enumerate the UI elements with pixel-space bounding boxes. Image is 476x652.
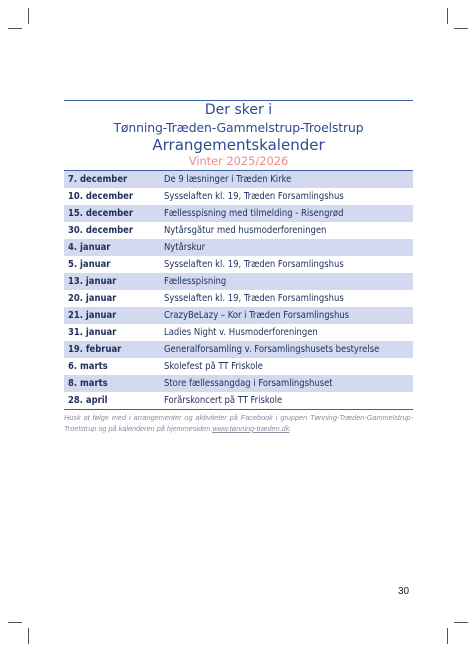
crop-mark — [28, 628, 29, 644]
crop-mark — [447, 8, 448, 24]
event-title: Nytårskur — [164, 242, 206, 253]
website-link[interactable]: www.tønning-træden.dk — [212, 424, 290, 433]
event-title: Nytårsgåtur med husmoderforeningen — [164, 225, 327, 236]
crop-mark — [447, 628, 448, 644]
table-row — [64, 290, 413, 307]
page-number: 30 — [398, 586, 410, 597]
header-line-2: Tønning-Træden-Gammelstrup-Troelstrup — [113, 120, 364, 135]
event-date: 15. december — [68, 208, 134, 219]
footer-note-end: . — [289, 424, 292, 433]
event-date: 5. januar — [68, 259, 111, 270]
season-label: Vinter 2025/2026 — [188, 154, 289, 168]
event-date: 19. februar — [68, 344, 122, 355]
footer-note-text: Husk at følge med i arrangementer og aktiviteter på Facebook i gruppen Tønning-Træden-Gammelstrup-Troelstrup og på kalenderen på hjemmesiden — [64, 413, 413, 433]
event-title: Store fællessangdag i Forsamlingshuset — [164, 378, 333, 389]
table-row — [64, 239, 413, 256]
event-title: Sysselaften kl. 19, Træden Forsamlingshus — [164, 293, 344, 304]
table-row — [64, 222, 413, 239]
event-date: 13. januar — [68, 276, 117, 287]
event-date: 20. januar — [68, 293, 117, 304]
event-date: 31. januar — [68, 327, 117, 338]
crop-mark — [8, 28, 22, 29]
event-date: 8. marts — [68, 378, 108, 389]
crop-mark — [454, 28, 468, 29]
crop-mark — [454, 622, 468, 623]
table-row — [64, 375, 413, 392]
events-table — [64, 170, 413, 410]
event-title: Skolefest på TT Friskole — [164, 361, 263, 372]
event-date: 10. december — [68, 191, 134, 202]
event-title: CrazyBeLazy – Kor i Træden Forsamlingshus — [164, 310, 350, 321]
table-row — [64, 307, 413, 324]
title-rule — [64, 100, 413, 101]
event-date: 30. december — [68, 225, 134, 236]
event-title: Sysselaften kl. 19, Træden Forsamlingshus — [164, 191, 344, 202]
event-date: 7. december — [68, 174, 128, 185]
crop-mark — [28, 8, 29, 24]
table-row — [64, 341, 413, 358]
event-title: Forårskoncert på TT Friskole — [164, 395, 283, 406]
table-row — [64, 256, 413, 273]
event-title: De 9 læsninger i Træden Kirke — [164, 174, 292, 185]
event-date: 21. januar — [68, 310, 117, 321]
event-title: Fællesspisning med tilmelding - Risengrød — [164, 208, 344, 219]
footer-note — [64, 412, 413, 434]
event-date: 28. april — [68, 395, 108, 406]
table-row — [64, 324, 413, 341]
table-row — [64, 392, 413, 409]
calendar-header — [64, 102, 413, 168]
table-row — [64, 188, 413, 205]
table-row — [64, 171, 413, 188]
crop-mark — [8, 622, 22, 623]
event-title: Fællesspisning — [164, 276, 227, 287]
event-date: 6. marts — [68, 361, 108, 372]
event-date: 4. januar — [68, 242, 111, 253]
event-title: Sysselaften kl. 19, Træden Forsamlingshus — [164, 259, 344, 270]
table-row — [64, 358, 413, 375]
table-row — [64, 205, 413, 222]
event-title: Generalforsamling v. Forsamlingshusets bestyrelse — [164, 344, 380, 355]
table-row — [64, 273, 413, 290]
page-title: Arrangementskalender — [152, 136, 325, 154]
event-title: Ladies Night v. Husmoderforeningen — [164, 327, 318, 338]
header-line-1: Der sker i — [204, 102, 273, 118]
